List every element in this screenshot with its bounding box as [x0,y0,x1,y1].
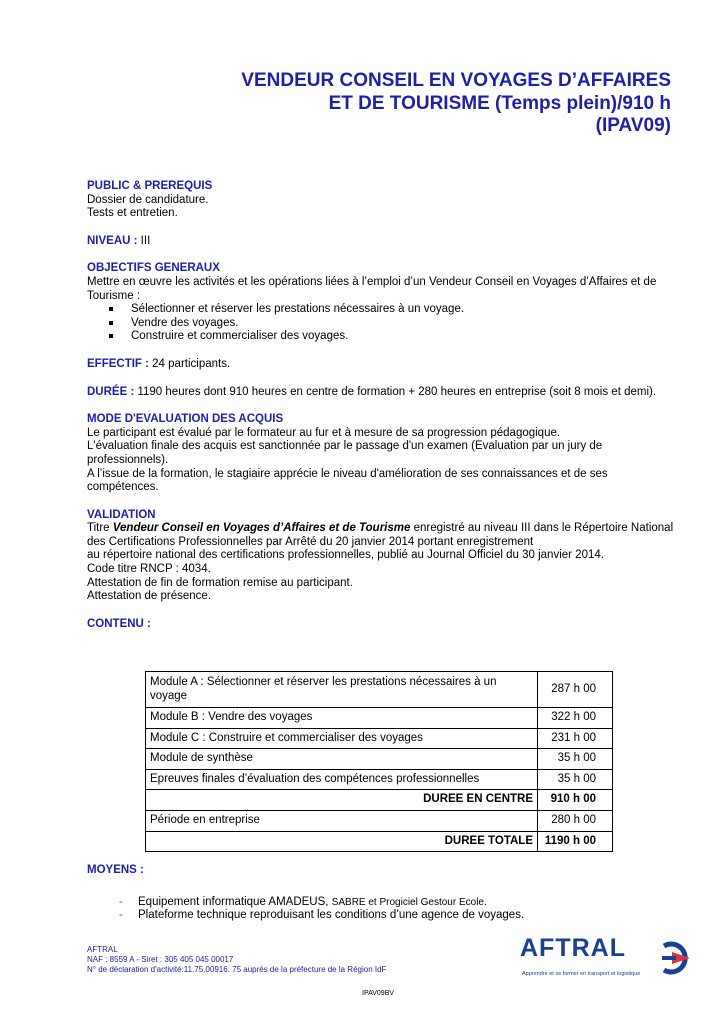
logo-mark-icon [658,940,698,976]
footer-line-1: AFTRAL [87,945,118,954]
validation-titre [87,522,677,549]
table-row [146,769,613,790]
footer-line-2: NAF : 8559 A - Siret : 305 405 045 00017 [87,955,234,964]
public-line-1: Dossier de candidature. [87,193,209,206]
validation-line-2: au répertoire national des certifications professionnelles, publié au Journal Officiel du 30 janvier 2014. [87,549,604,562]
entreprise-hours: 280 h 00 [538,810,613,831]
table-row [146,708,613,729]
module-hours: 35 h 00 [538,769,613,790]
moyens-item-1-a: Equipement informatique AMADEUS, [138,895,332,908]
module-label: Module A : Sélectionner et réserver les prestations nécessaires à un voyage [146,672,538,708]
evaluation-line-3: A l’issue de la formation, le stagiaire apprécie le niveau d'amélioration de ses connaissances et de ses compétences. [87,467,608,494]
evaluation-line-2: L'évaluation finale des acquis est sanctionnée par le passage d'un examen (Evaluation par un jury de professionnels). [87,440,603,466]
validation-titre-prefix: Titre [87,522,113,535]
validation-heading: VALIDATION [87,508,156,521]
total-centre-label: DUREE EN CENTRE [146,790,538,811]
objectifs-list [107,303,677,344]
objectifs-heading: OBJECTIFS GENERAUX [87,262,220,275]
module-label: Module C : Construire et commercialiser des voyages [146,728,538,749]
title-line-1: VENDEUR CONSEIL EN VOYAGES D’AFFAIRES [241,70,671,91]
title-line-3: (IPAV09) [595,115,671,136]
public-line-2: Tests et entretien. [87,207,178,220]
main-content [87,180,677,645]
validation-line-3: Code titre RNCP : 4034. [87,563,211,576]
objectifs-intro: Mettre en œuvre les activités et les opérations liées à l’emploi d’un Vendeur Conseil en Voyages d’Affaires et de Tourisme : [87,275,657,302]
list-item: Construire et commercialiser des voyages. [107,330,677,344]
moyens-heading: MOYENS : [87,864,144,876]
title-line-2: ET DE TOURISME (Temps plein)/910 h [328,92,671,114]
footer-line-3: N° de déclaration d'activité:11.75.00916. 75 auprès de la préfecture de la Région IdF [87,965,387,974]
module-label: Epreuves finales d’évaluation des compétences professionnelles [146,769,538,790]
logo-text: AFTRAL [520,934,626,962]
list-item: Vendre des voyages. [107,317,677,331]
total-centre-hours: 910 h 00 [538,790,613,811]
contenu-heading: CONTENU : [87,617,151,630]
evaluation-heading: MODE D'EVALUATION DES ACQUIS [87,413,284,426]
aftral-logo [520,934,700,982]
evaluation-section [87,413,677,495]
contenu-section [87,618,677,632]
moyens-section [87,864,677,923]
footer-code: IPAV09BV [362,990,395,997]
table-row [146,672,613,708]
evaluation-line-1: Le participant est évalué par le formateur au fur et à mesure de sa progression pédagogique. [87,426,561,439]
document-title [241,70,671,138]
logo-tagline: Apprendre et se former en transport et logistique [522,971,641,977]
module-label: Module de synthèse [146,749,538,770]
objectifs-section [87,262,677,344]
effectif-label: EFFECTIF : [87,357,149,370]
niveau-value: III [137,234,151,247]
public-section [87,180,677,221]
niveau-section [87,235,677,249]
validation-titre-suffix: enregistré au niveau III dans le Répertoire National des Certifications Professionnelles par Arrêté du 20 janvier 2014 portant enregistrement [87,522,674,548]
moyens-item-1-b: SABRE et Progiciel Gestour Ecole. [331,896,487,908]
footer [87,945,386,975]
module-hours: 287 h 00 [538,672,613,708]
niveau-label: NIVEAU : [87,234,138,247]
table-row [146,810,613,831]
list-item [119,896,677,910]
contenu-table [145,671,613,852]
module-hours: 231 h 00 [538,728,613,749]
table-row [146,749,613,770]
total-label: DUREE TOTALE [146,831,538,852]
moyens-list [119,896,677,923]
total-hours: 1190 h 00 [538,831,613,852]
duree-value: 1190 heures dont 910 heures en centre de formation + 280 heures en entreprise (soit 8 mois et demi). [134,385,657,398]
effectif-section [87,358,677,372]
list-item: - Plateforme technique reproduisant les conditions d’une agence de voyages. [119,909,677,923]
validation-titre-name: Vendeur Conseil en Voyages d’Affaires et de Tourisme [112,522,411,535]
duree-section [87,386,677,400]
table-row [146,831,613,852]
module-hours: 322 h 00 [538,708,613,729]
validation-line-5: Attestation de présence. [87,590,212,603]
public-heading: PUBLIC & PREREQUIS [87,180,213,192]
table-row [146,790,613,811]
table-row [146,728,613,749]
list-item: Sélectionner et réserver les prestations nécessaires à un voyage. [107,303,677,317]
validation-line-4: Attestation de fin de formation remise au participant. [87,576,353,589]
module-label: Module B : Vendre des voyages [146,708,538,729]
validation-section [87,509,677,604]
duree-label: DURÉE : [87,385,135,398]
module-hours: 35 h 00 [538,749,613,770]
effectif-value: 24 participants. [148,357,231,370]
entreprise-label: Période en entreprise [146,810,538,831]
